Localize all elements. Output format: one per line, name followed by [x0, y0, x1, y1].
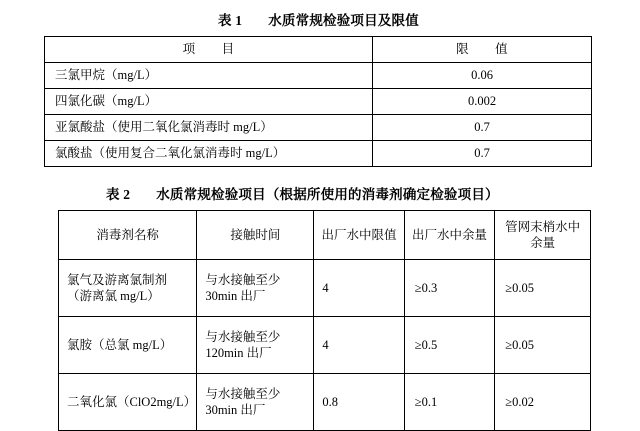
plant-residual: ≥0.5 [404, 317, 494, 374]
item-name: 三氯甲烷（mg/L） [45, 63, 373, 89]
plant-residual: ≥0.3 [404, 260, 494, 317]
table-1-caption-number: 表 1 [218, 13, 243, 28]
contact-time: 与水接触至少30min 出厂 [197, 374, 314, 431]
item-limit: 0.7 [373, 115, 592, 141]
table-row [45, 115, 592, 141]
table-2-caption-number: 表 2 [106, 187, 131, 202]
table-row-header [59, 211, 591, 260]
plant-limit: 0.8 [314, 374, 404, 431]
contact-time: 与水接触至少30min 出厂 [197, 260, 314, 317]
table-2-caption [44, 167, 596, 203]
disinfectant-name: 氯胺（总氯 mg/L） [59, 317, 197, 374]
network-residual: ≥0.05 [495, 317, 591, 374]
network-residual: ≥0.05 [495, 260, 591, 317]
plant-limit: 4 [314, 260, 404, 317]
disinfectant-name: 氯气及游离氯制剂（游离氯 mg/L） [59, 260, 197, 317]
table-row [59, 260, 591, 317]
column-header-item: 项 目 [45, 37, 373, 63]
item-name: 四氯化碳（mg/L） [45, 89, 373, 115]
table-row [45, 141, 592, 167]
table-row [45, 63, 592, 89]
disinfectant-name: 二氧化氯（ClO2mg/L） [59, 374, 197, 431]
contact-time: 与水接触至少120min 出厂 [197, 317, 314, 374]
column-header-plant-residual: 出厂水中余量 [404, 211, 494, 260]
column-header-disinfectant-name: 消毒剂名称 [59, 211, 197, 260]
column-header-network-residual: 管网末梢水中余量 [495, 211, 591, 260]
item-limit: 0.7 [373, 141, 592, 167]
table-2-caption-title: 水质常规检验项目（根据所使用的消毒剂确定检验项目） [156, 187, 499, 202]
item-limit: 0.002 [373, 89, 592, 115]
column-header-contact-time: 接触时间 [197, 211, 314, 260]
item-limit: 0.06 [373, 63, 592, 89]
table-row-header [45, 37, 592, 63]
column-header-limit: 限 值 [373, 37, 592, 63]
table-row [45, 89, 592, 115]
item-name: 氯酸盐（使用复合二氧化氯消毒时 mg/L） [45, 141, 373, 167]
plant-limit: 4 [314, 317, 404, 374]
table-1-caption-title: 水质常规检验项目及限值 [268, 13, 419, 28]
water-quality-routine-limits-table [44, 36, 592, 167]
table-1-caption [44, 0, 596, 29]
table-row [59, 374, 591, 431]
column-header-plant-limit: 出厂水中限值 [314, 211, 404, 260]
plant-residual: ≥0.1 [404, 374, 494, 431]
table-row [59, 317, 591, 374]
disinfectant-routine-items-table [58, 210, 591, 431]
network-residual: ≥0.02 [495, 374, 591, 431]
item-name: 亚氯酸盐（使用二氧化氯消毒时 mg/L） [45, 115, 373, 141]
